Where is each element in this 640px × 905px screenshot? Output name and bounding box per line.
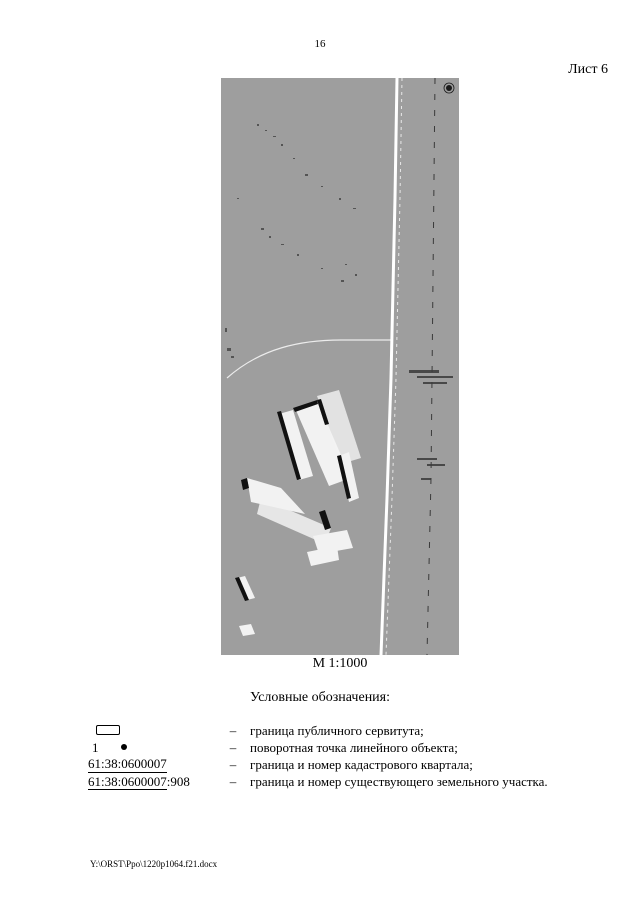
legend-text: поворотная точка линейного объекта; (250, 740, 458, 755)
legend-dash: – (229, 740, 237, 755)
legend-text: граница и номер существующего земельного участка. (250, 774, 548, 789)
quarter-code: 61:38:0600007 (88, 756, 167, 771)
legend-row-cadastral-quarter (88, 756, 628, 773)
point-dot-icon (121, 744, 127, 750)
easement-boundary-symbol (88, 722, 218, 739)
footer-file-path: Y:\ORST\Ppo\1220p1064.f21.docx (90, 859, 218, 869)
rectangle-icon (96, 725, 120, 735)
parcel-suffix: :908 (166, 774, 190, 789)
legend-row-land-parcel (88, 773, 628, 790)
map-scale: М 1:1000 (312, 656, 368, 671)
sheet-label: Лист 6 (568, 62, 608, 77)
legend-dash: – (229, 757, 237, 772)
legend-row-easement (88, 722, 628, 739)
page-number: 16 (314, 38, 326, 50)
legend-text: граница публичного сервитута; (250, 723, 424, 738)
point-number: 1 (92, 740, 99, 755)
land-parcel-symbol (88, 773, 218, 790)
legend-dash: – (229, 774, 237, 789)
legend-row-turning-point (88, 739, 628, 756)
cadastral-quarter-symbol (88, 756, 218, 773)
legend-text: граница и номер кадастрового квартала; (250, 757, 473, 772)
legend (88, 722, 628, 790)
parcel-quarter-code: 61:38:0600007 (88, 774, 167, 789)
aerial-map (221, 78, 459, 655)
legend-title: Условные обозначения: (249, 690, 391, 705)
turning-point-symbol (88, 739, 218, 756)
legend-dash: – (229, 723, 237, 738)
